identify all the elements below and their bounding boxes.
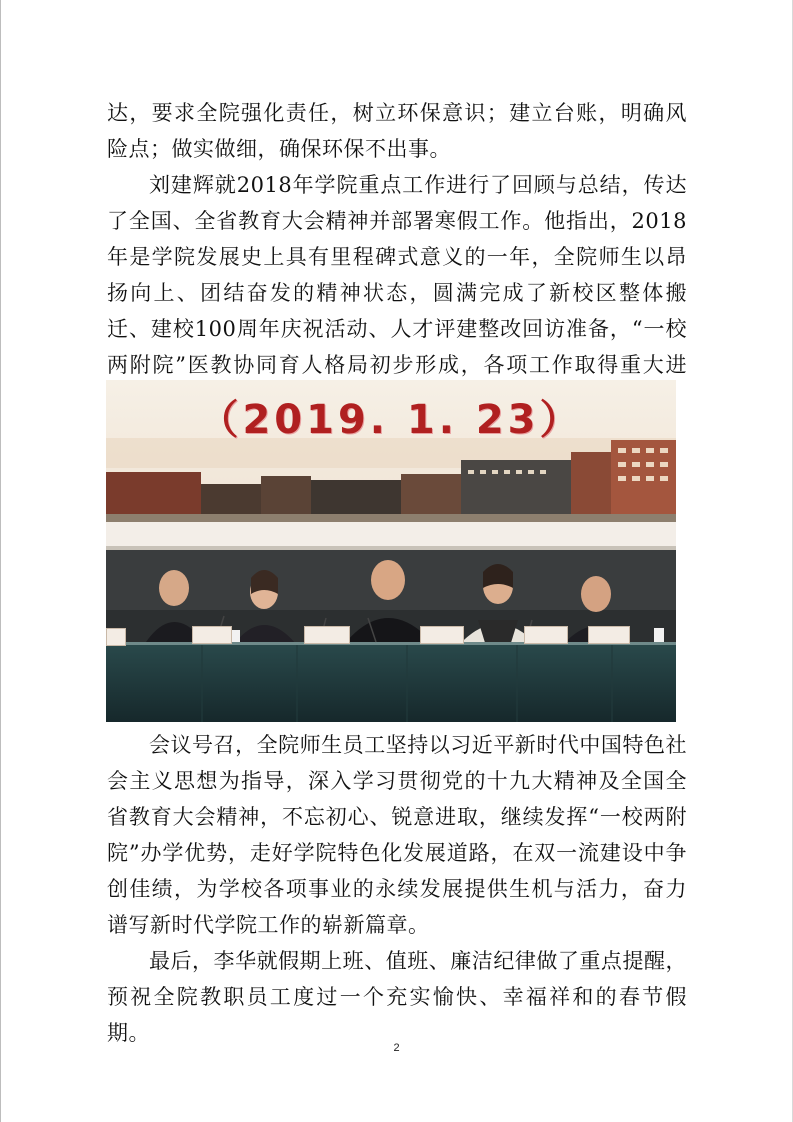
nameplate [192,626,232,644]
paragraph-closing-reminder: 最后，李华就假期上班、值班、廉洁纪律做了重点提醒，预祝全院教职员工度过一个充实愉快、幸福祥和的春节假期。 [107,949,687,1045]
page-number: 2 [393,1042,400,1054]
nameplate [420,626,464,644]
nameplate [304,626,350,644]
paragraph-meeting-call: 会议号召，全院师生员工坚持以习近平新时代中国特色社会主义思想为指导，深入学习贯彻党的十九大精神及全国全省教育大会精神，不忘初心、锐意进取，继续发挥“一校两附院”办学优势，走好学院特色化发展道路，在双一流建设中争创佳绩，为学校各项事业的永续发展提供生机与活力，奋力谱写新时代学院工作的崭新篇章。 [107,733,687,937]
meeting-photo [106,380,676,722]
nameplate [106,628,126,646]
paragraph-continuation: 达，要求全院强化责任，树立环保意识；建立台账，明确风险点；做实做细，确保环保不出事。 [107,101,687,161]
page-border-left [0,0,1,1122]
paragraph-work-review: 刘建辉就2018年学院重点工作进行了回顾与总结，传达了全国、全省教育大会精神并部署寒假工作。他指出，2018年是学院发展史上具有里程碑式意义的一年，全院师生以昂扬向上、团结奋发的精神状态，圆满完成了新校区整体搬迁、建校100周年庆祝活动、人才评建整改回访准备，“一校两附院”医教协同育人格局初步形成，各项工作取得重大进 [107,173,687,377]
nameplate [524,626,568,644]
bottom-text-block [107,727,687,1051]
top-text-block [107,95,687,419]
nameplate [588,626,630,644]
banner-date: （2019. 1. 23） [198,397,584,443]
